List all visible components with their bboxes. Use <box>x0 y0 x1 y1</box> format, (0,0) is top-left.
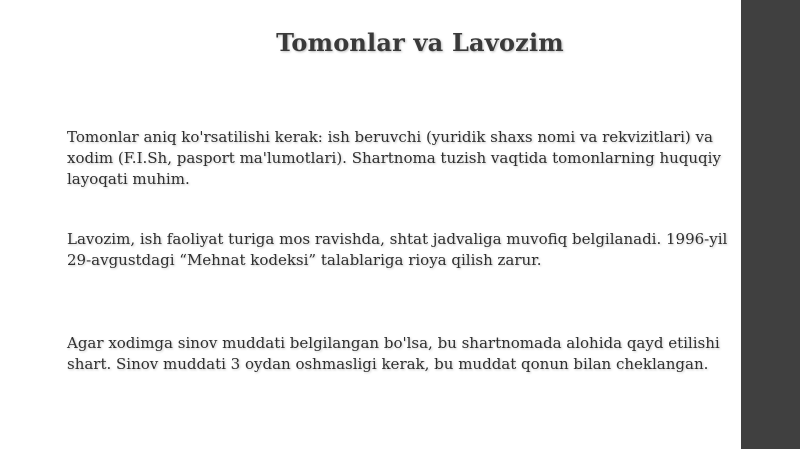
paragraph-position: Lavozim, ish faoliyat turiga mos ravishda, shtat jadvaliga muvofiq belgilanadi. 1996-yil 29-avgustdagi “Mehnat kodeksi” talablariga rioya qilish zarur. <box>67 230 728 269</box>
paragraph-parties: Tomonlar aniq ko'rsatilishi kerak: ish beruvchi (yuridik shaxs nomi va rekvizitlari) va xodim (F.I.Sh, pasport ma'lumotlari). Shartnoma tuzish vaqtida tomonlarning huquqiy layoqati muhim. <box>67 128 721 188</box>
slide-title: Tomonlar va Lavozim <box>276 28 564 57</box>
side-bar <box>741 0 800 449</box>
paragraph-probation: Agar xodimga sinov muddati belgilangan bo'lsa, bu shartnomada alohida qayd etilishi shart. Sinov muddati 3 oydan oshmasligi kerak, bu muddat qonun bilan cheklangan. <box>67 334 720 373</box>
